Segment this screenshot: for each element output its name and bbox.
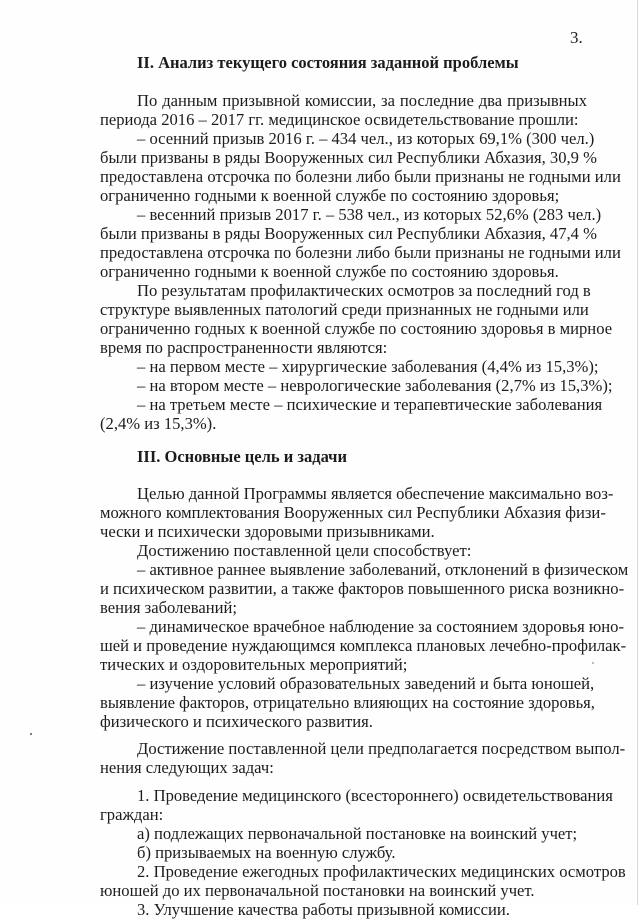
list-item: – на первом месте – хирургические заболевания (4,4% из 15,3%);: [137, 357, 599, 376]
text-line: (2,4% из 15,3%).: [100, 414, 217, 433]
list-item: – динамическое врачебное наблюдение за состоянием здоровья юно-: [137, 617, 624, 636]
text-line: предоставлена отсрочка по болезни либо были признаны не годными или: [100, 167, 621, 186]
sub-item: б) призываемых на военную службу.: [137, 843, 396, 862]
text-line: чески и психически здоровыми призывниками.: [100, 522, 435, 541]
task-item: 2. Проведение ежегодных профилактических медицинских осмотров: [137, 862, 626, 881]
text-line: По результатам профилактических осмотров за последний год в: [137, 281, 591, 300]
text-line: тических и оздоровительных мероприятий;: [100, 655, 408, 674]
text-line: можного комплектования Вооруженных сил Республики Абхазия физи-: [100, 503, 606, 522]
list-item: – изучение условий образовательных заведений и быта юношей,: [137, 674, 595, 693]
list-item: – на третьем месте – психические и терапевтические заболевания: [137, 395, 603, 414]
text-line: выявление факторов, отрицательно влияющих на состояние здоровья,: [100, 693, 595, 712]
text-line: были призваны в ряды Вооруженных сил Республики Абхазия, 30,9 %: [100, 148, 597, 167]
list-item: – на втором месте – неврологические заболевания (2,7% из 15,3%);: [137, 376, 613, 395]
section-heading-2: II. Анализ текущего состояния заданной проблемы: [137, 53, 519, 72]
text-line: структуре выявленных патологий среди признанных не годными или: [100, 300, 589, 319]
text-line: Достижению поставленной цели способствует:: [137, 541, 472, 560]
text-line: По данным призывной комиссии, за последние два призывных: [137, 91, 587, 110]
text-line: физического и психического развития.: [100, 712, 373, 731]
text-line: были призваны в ряды Вооруженных сил Республики Абхазия, 47,4 %: [100, 224, 597, 243]
text-line: шей и проведение нуждающимся комплекса плановых лечебно-профилак-: [100, 636, 627, 655]
text-line: ограниченно годными к военной службе по состоянию здоровья.: [100, 262, 559, 281]
text-line: вения заболеваний;: [100, 598, 237, 617]
scan-speck: [592, 662, 594, 664]
text-line: ограниченно годными к военной службе по состоянию здоровья;: [100, 186, 560, 205]
text-line: юношей до их первоначальной постановки на воинский учет.: [100, 881, 535, 900]
text-line: периода 2016 – 2017 гг. медицинское освидетельствование прошли:: [100, 110, 579, 129]
scan-speck: [30, 733, 32, 735]
text-line: Целью данной Программы является обеспечение максимально воз-: [137, 484, 614, 503]
text-line: – осенний призыв 2016 г. – 434 чел., из которых 69,1% (300 чел.): [137, 129, 595, 148]
text-line: ограниченно годных к военной службе по состоянию здоровья в мирное: [100, 319, 613, 338]
task-item: 1. Проведение медицинского (всестороннего) освидетельствования: [137, 786, 613, 805]
text-line: предоставлена отсрочка по болезни либо были признаны не годными или: [100, 243, 621, 262]
text-line: время по распространенности являются:: [100, 338, 388, 357]
sub-item: а) подлежащих первоначальной постановке на воинский учет;: [137, 824, 578, 843]
page-number: 3.: [570, 28, 583, 47]
scan-edge: [637, 0, 638, 905]
list-item: – активное раннее выявление заболеваний, отклонений в физическом: [137, 560, 629, 579]
task-item: 3. Улучшение качества работы призывной комиссии.: [137, 900, 510, 919]
text-line: – весенний призыв 2017 г. – 538 чел., из которых 52,6% (283 чел.): [137, 205, 602, 224]
text-line: граждан:: [100, 805, 164, 824]
text-line: нения следующих задач:: [100, 758, 274, 777]
text-line: и психическом развитии, а также факторов повышенного риска возникно-: [100, 579, 625, 598]
text-line: Достижение поставленной цели предполагается посредством выпол-: [137, 739, 626, 758]
section-heading-3: III. Основные цель и задачи: [137, 447, 347, 466]
